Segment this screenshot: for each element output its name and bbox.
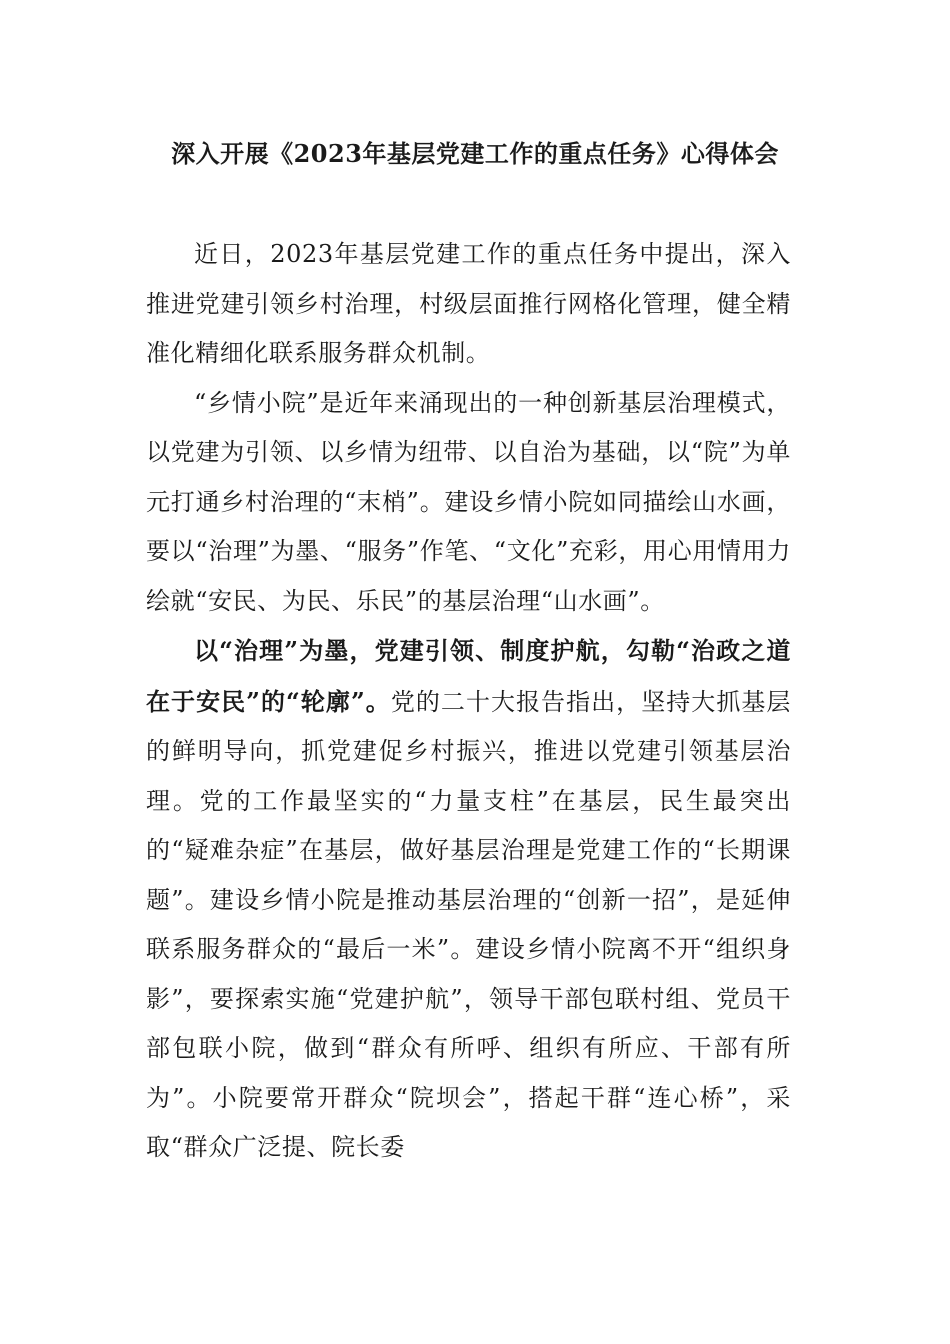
document-body (146, 230, 791, 1173)
paragraph-1: 近日，2023年基层党建工作的重点任务中提出，深入推进党建引领乡村治理，村级层面推行网格化管理，健全精准化精细化联系服务群众机制。 (146, 240, 791, 367)
paragraph-3-text: 党的二十大报告指出，坚持大抓基层的鲜明导向，抓党建促乡村振兴，推进以党建引领基层治理。党的工作最坚实的“力量支柱”在基层，民生最突出的“疑难杂症”在基层，做好基层治理是党建工作的“长期课题”。建设乡情小院是推动基层治理的“创新一招”，是延伸联系服务群众的“最后一米”。建设乡情小院离不开“组织身影”，要探索实施“党建护航”，领导干部包联村组、党员干部包联小院，做到“群众有所呼、组织有所应、干部有所为”。小院要常开群众“院坝会”，搭起干群“连心桥”，采取“群众广泛提、院长委 (146, 687, 791, 1161)
paragraph-2: “乡情小院”是近年来涌现出的一种创新基层治理模式，以党建为引领、以乡情为纽带、以自治为基础，以“院”为单元打通乡村治理的“末梢”。建设乡情小院如同描绘山水画，要以“治理”为墨、“服务”作笔、“文化”充彩，用心用情用力绘就“安民、为民、乐民”的基层治理“山水画”。 (146, 388, 791, 615)
document-title: 深入开展《2023年基层党建工作的重点任务》心得体会 (171, 139, 779, 168)
paragraph-3-lead: 以“治理”为墨，党建引领、制度护航，勾勒“治政之道在于安民”的“轮廓”。 (146, 636, 791, 716)
paragraph-3 (146, 626, 791, 1173)
